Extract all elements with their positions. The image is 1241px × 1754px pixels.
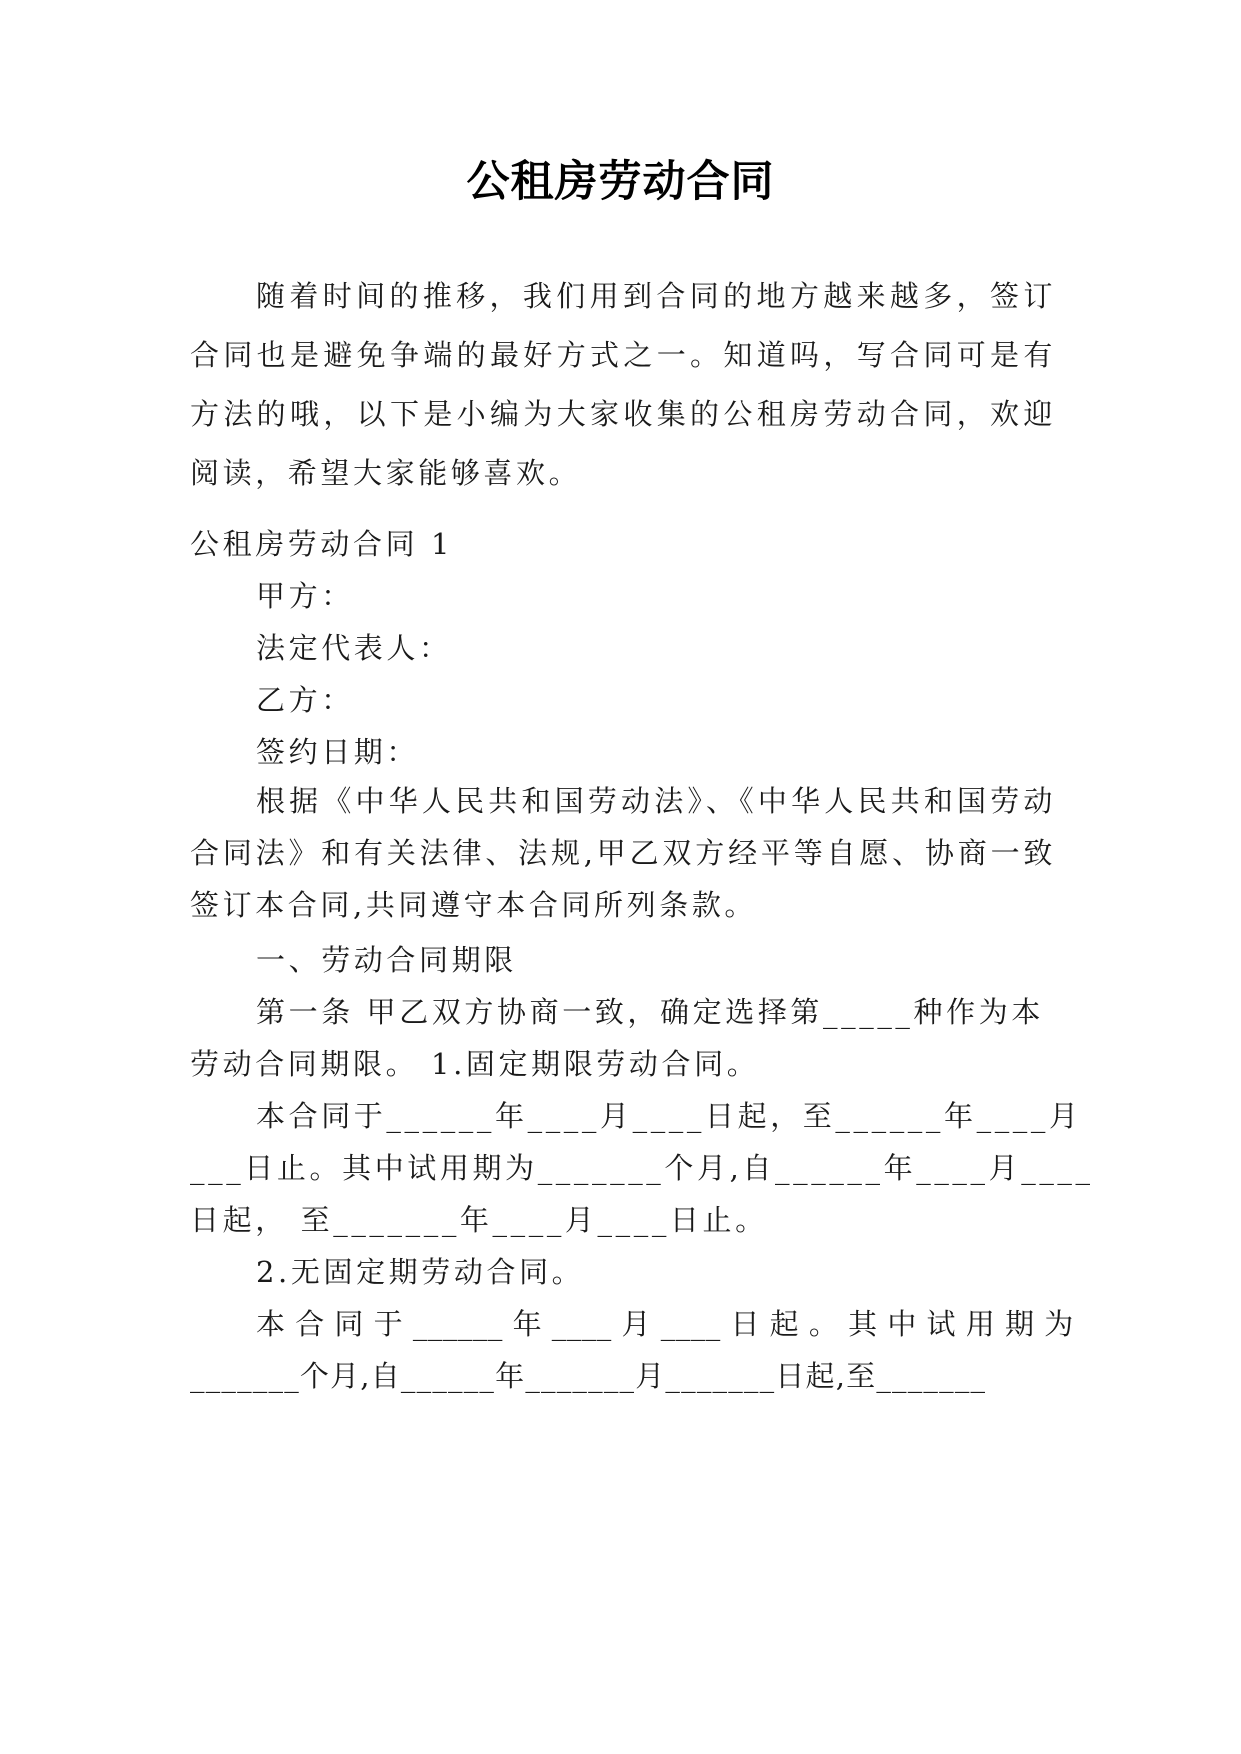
open-term-line-1: 本 合 同 于 ______ 年 ____ 月 ____ 日 起 。 其 中 试 用 期 为 (256, 1307, 1074, 1341)
section-heading: 公租房劳动合同 1 (190, 527, 454, 561)
article-1-line-2: 劳动合同期限。 1.固定期限劳动合同。 (190, 1047, 760, 1081)
signing-date-label: 签约日期： (256, 735, 420, 769)
party-b-label: 乙方： (256, 683, 354, 717)
fixed-term-line-1: 本合同于______年____月____日起，至______年____月 (256, 1099, 1082, 1133)
legal-representative-label: 法定代表人： (256, 631, 452, 665)
basis-paragraph: 根据《中华人民共和国劳动法》、《中华人民共和国劳动合同法》和有关法律、法规,甲乙双方经平等自愿、协商一致签订本合同,共同遵守本合同所列条款。 (190, 784, 1056, 922)
open-term-line-2: _______个月,自______年_______月_______日起,至_______ (190, 1359, 987, 1393)
fixed-term-line-3: 日起， 至_______年____月____日止。 (190, 1203, 768, 1237)
document-title: 公租房劳动合同 (466, 157, 775, 207)
intro-paragraph: 随着时间的推移，我们用到合同的地方越来越多，签订合同也是避免争端的最好方式之一。知道吗，写合同可是有方法的哦，以下是小编为大家收集的公租房劳动合同，欢迎阅读，希望大家能够喜欢。 (190, 279, 1056, 490)
open-term-heading: 2.无固定期劳动合同。 (256, 1255, 585, 1289)
fixed-term-line-2: ___日止。其中试用期为_______个月,自______年____月____ (190, 1151, 1094, 1185)
party-a-label: 甲方： (256, 579, 354, 613)
chapter-heading: 一、劳动合同期限 (256, 943, 517, 977)
article-1-line-1: 第一条 甲乙双方协商一致，确定选择第_____种作为本 (256, 995, 1044, 1029)
